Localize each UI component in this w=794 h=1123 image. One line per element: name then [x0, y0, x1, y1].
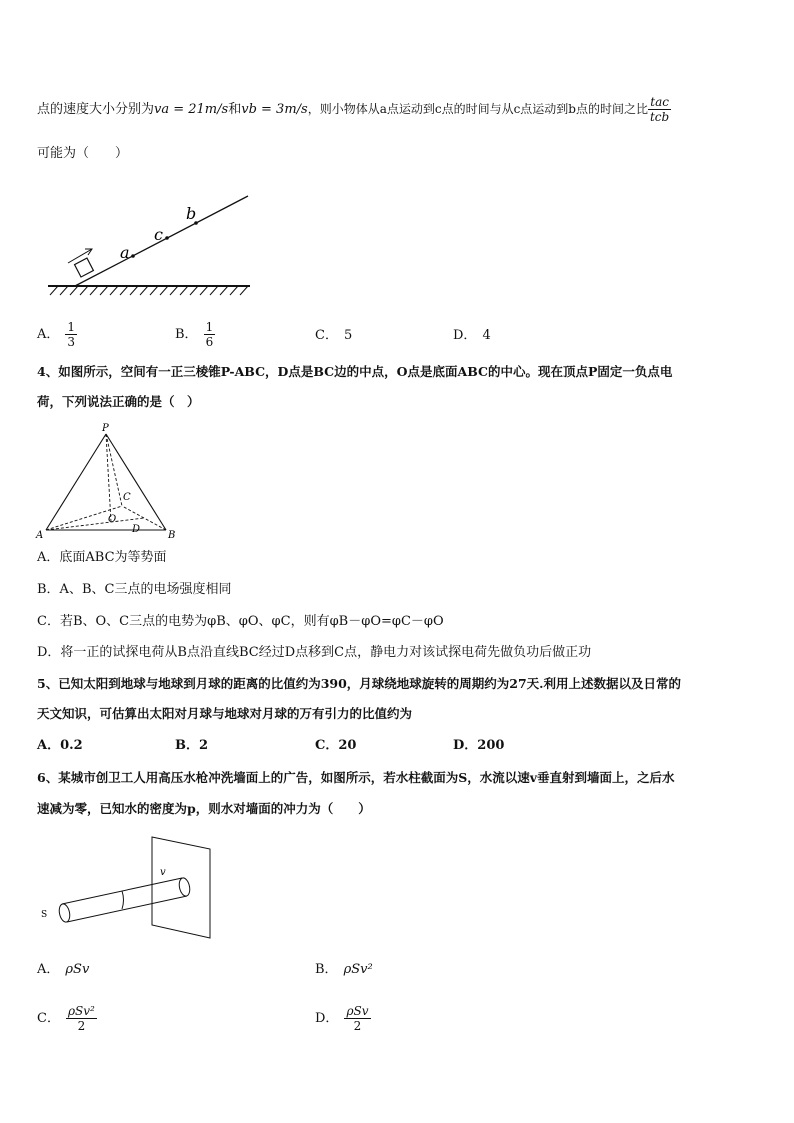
label-b: b [186, 204, 197, 223]
q3-line1-prefix: 点的速度大小分别为 [37, 102, 155, 117]
segment-AD [46, 518, 144, 530]
label-A: A [36, 530, 44, 541]
q4-stem-line2: 荷，下列说法正确的是（ ） [37, 394, 200, 409]
q6-option-c-frac [66, 1004, 97, 1033]
q4-option-c[interactable]: C．若B、O、C三点的电势为φB、φO、φC，则有φB－φO=φC－φO [37, 614, 444, 629]
q5-option-b[interactable]: B．2 [175, 738, 209, 753]
label-P: P [102, 423, 109, 434]
q6-option-c[interactable] [37, 1004, 97, 1033]
label-O: O [108, 514, 117, 525]
label-B: B [168, 530, 176, 541]
q3-option-a-frac [65, 320, 77, 349]
q3-ratio-den: tcb [649, 110, 670, 124]
q3-option-a[interactable] [37, 320, 77, 349]
q6-option-a-label: A． [37, 962, 60, 977]
q4-stem-line1: 4、如图所示，空间有一正三棱锥P-ABC，D点是BC边的中点，O点是底面ABC的中心。现在顶点P固定一负点电 [37, 364, 673, 379]
q3-b-den: 6 [205, 335, 214, 349]
q5-stem-line2: 天文知识，可估算出太阳对月球与地球对月球的万有引力的比值约为 [37, 706, 413, 721]
q6-option-d[interactable] [315, 1004, 371, 1033]
q3-line1-mid: ，则小物体从a点运动到c点的时间与从c点运动到b点的时间之比 [307, 102, 648, 116]
label-S: S [41, 910, 48, 920]
segment-PO [106, 434, 111, 522]
block-on-incline [75, 258, 94, 277]
q6-option-b[interactable] [315, 960, 373, 980]
q4-option-d[interactable]: D．将一正的试探电荷从B点沿直线BC经过D点移到C点，静电力对该试探电荷先做负功后做正功 [37, 645, 592, 660]
q6-d-num: ρSv [346, 1004, 369, 1018]
label-a: a [120, 243, 130, 262]
label-C: C [123, 492, 131, 503]
q6-option-b-expr: ρSv² [343, 962, 373, 977]
q4-option-a[interactable]: A．底面ABC为等势面 [37, 550, 167, 565]
label-c: c [154, 225, 163, 244]
q5-option-a[interactable]: A．0.2 [37, 738, 83, 753]
wall-panel [152, 837, 210, 938]
q6-option-b-label: B． [315, 962, 338, 977]
edge-BC [122, 506, 166, 530]
q3-a-num: 1 [67, 320, 76, 334]
q3-incline-figure [40, 185, 255, 300]
q3-option-c[interactable] [315, 326, 352, 346]
q6-option-d-frac [344, 1004, 370, 1033]
ground-hatching [50, 286, 248, 295]
q6-option-a[interactable] [37, 960, 89, 980]
q6-c-num: ρSv² [67, 1004, 95, 1018]
q3-option-a-label: A． [37, 327, 60, 342]
point-a-dot [131, 254, 135, 258]
label-D: D [132, 524, 141, 535]
q3-va-expr: va = 21m/s [154, 102, 229, 117]
q3-option-b-frac [204, 320, 216, 349]
q6-option-a-expr: ρSv [65, 962, 90, 977]
q3-option-c-label: C． [315, 328, 338, 343]
q3-option-b[interactable] [175, 320, 215, 349]
q6-option-d-label: D． [315, 1011, 339, 1026]
q3-option-c-text: 5 [343, 328, 353, 343]
q5-option-c[interactable]: C．20 [315, 738, 357, 753]
q3-vb-expr: vb = 3m/s [241, 102, 308, 117]
q3-a-den: 3 [67, 335, 76, 349]
q3-ratio [648, 95, 671, 124]
q4-option-b[interactable]: B．A、B、C三点的电场强度相同 [37, 582, 232, 597]
q3-b-num: 1 [205, 320, 214, 334]
label-v: v [160, 867, 166, 878]
q3-option-d-text: 4 [482, 328, 491, 343]
q6-water-gun-figure [36, 835, 216, 940]
q3-option-b-label: B． [175, 327, 198, 342]
q6-c-den: 2 [77, 1019, 86, 1033]
q6-stem-line2: 速减为零，已知水的密度为p，则水对墙面的冲力为（ ） [37, 801, 371, 816]
q5-option-d[interactable]: D．200 [453, 738, 505, 753]
q3-stem-line1 [37, 95, 671, 124]
q3-and: 和 [228, 102, 242, 117]
q6-d-den: 2 [353, 1019, 362, 1033]
q3-stem-line2: 可能为（ ） [37, 146, 129, 161]
q6-option-c-label: C． [37, 1011, 60, 1026]
q5-stem-line1: 5、已知太阳到地球与地球到月球的距离的比值约为390，月球绕地球旋转的周期约为27天.利用上述数据以及日常的 [37, 676, 682, 691]
q3-option-d[interactable] [453, 326, 491, 346]
q3-ratio-num: tac [648, 95, 671, 110]
q3-option-d-label: D． [453, 328, 477, 343]
point-c-dot [165, 236, 169, 240]
edge-PA [46, 434, 106, 530]
q6-stem-line1: 6、某城市创卫工人用高压水枪冲洗墙面上的广告，如图所示，若水柱截面为S，水流以速v垂直射到墙面上，之后水 [37, 770, 675, 785]
q4-pyramid-figure [34, 420, 184, 542]
